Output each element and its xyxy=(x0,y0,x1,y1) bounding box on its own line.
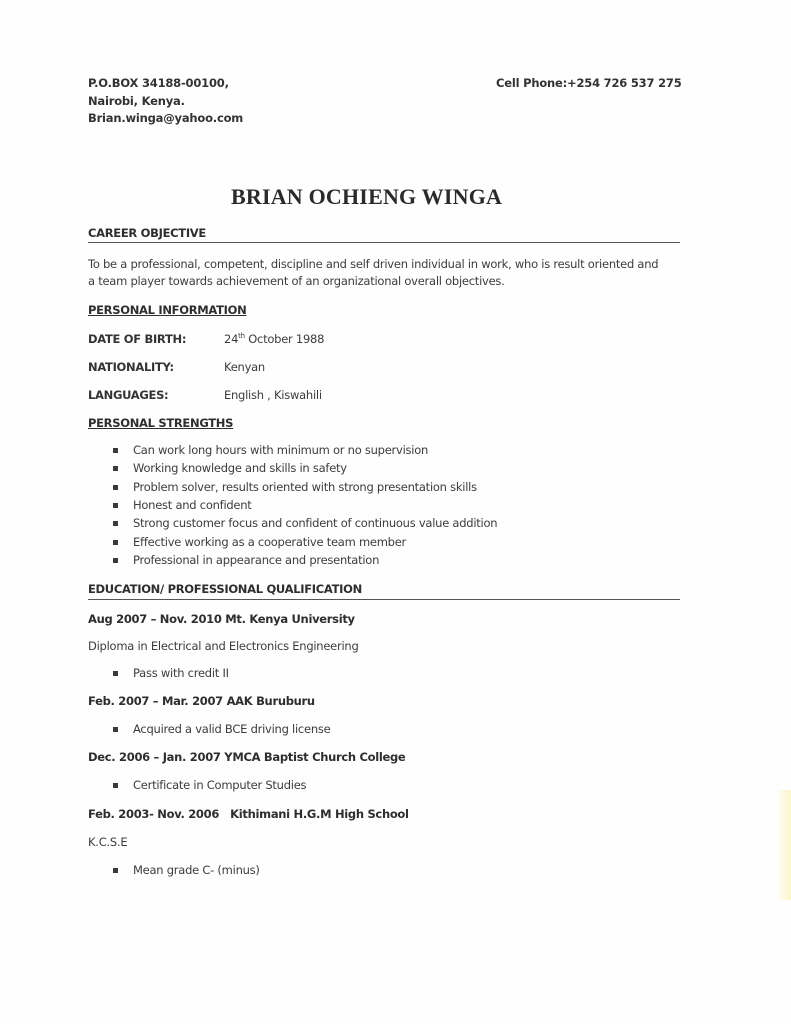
personal-strengths-heading: PERSONAL STRENGTHS xyxy=(88,416,234,430)
strength-item: Effective working as a cooperative team member xyxy=(133,535,407,549)
strength-item: Honest and confident xyxy=(133,498,252,512)
email: Brian.winga@yahoo.com xyxy=(88,111,244,125)
career-objective-line-2: a team player towards achievement of an organizational overall objectives. xyxy=(88,274,505,288)
dob-label: DATE OF BIRTH: xyxy=(88,332,187,346)
strength-item: Working knowledge and skills in safety xyxy=(133,461,347,475)
education-entry-bullet: Mean grade C- (minus) xyxy=(133,863,260,877)
education-entry-bullet: Certificate in Computer Studies xyxy=(133,778,307,792)
nationality-value: Kenyan xyxy=(224,360,265,374)
address-line-1: P.O.BOX 34188-00100, xyxy=(88,76,229,90)
education-heading: EDUCATION/ PROFESSIONAL QUALIFICATION xyxy=(88,582,362,596)
career-objective-line-1: To be a professional, competent, discipline and self driven individual in work, who is result oriented and xyxy=(88,257,659,271)
dob-day: 24 xyxy=(224,332,239,346)
bullet-icon xyxy=(113,727,118,732)
education-entry-title: Dec. 2006 – Jan. 2007 YMCA Baptist Church College xyxy=(88,750,406,764)
section-divider xyxy=(88,242,680,243)
strength-item: Problem solver, results oriented with strong presentation skills xyxy=(133,480,477,494)
strength-item: Professional in appearance and presentation xyxy=(133,553,380,567)
personal-information-heading: PERSONAL INFORMATION xyxy=(88,303,247,317)
nationality-label: NATIONALITY: xyxy=(88,360,174,374)
strength-item: Can work long hours with minimum or no supervision xyxy=(133,443,429,457)
bullet-icon xyxy=(113,558,118,563)
cell-phone: Cell Phone:+254 726 537 275 xyxy=(496,76,682,90)
education-entry-title: Aug 2007 – Nov. 2010 Mt. Kenya University xyxy=(88,612,355,626)
dob-rest: October 1988 xyxy=(244,332,325,346)
bullet-icon xyxy=(113,540,118,545)
bullet-icon xyxy=(113,466,118,471)
bullet-icon xyxy=(113,783,118,788)
bullet-icon xyxy=(113,503,118,508)
languages-value: English , Kiswahili xyxy=(224,388,322,402)
page-title: BRIAN OCHIENG WINGA xyxy=(231,184,503,209)
education-entry-title: Feb. 2003- Nov. 2006 Kithimani H.G.M High School xyxy=(88,807,409,821)
languages-label: LANGUAGES: xyxy=(88,388,169,402)
education-entry-bullet: Pass with credit II xyxy=(133,666,229,680)
bullet-icon xyxy=(113,521,118,526)
section-divider xyxy=(88,599,680,600)
education-entry-subtitle: K.C.S.E xyxy=(88,835,128,849)
paper-stain xyxy=(776,790,791,900)
strength-item: Strong customer focus and confident of continuous value addition xyxy=(133,516,498,530)
bullet-icon xyxy=(113,485,118,490)
bullet-icon xyxy=(113,448,118,453)
education-entry-bullet: Acquired a valid BCE driving license xyxy=(133,722,331,736)
dob-suffix: th xyxy=(238,332,245,340)
address-line-2: Nairobi, Kenya. xyxy=(88,94,185,108)
dob-value xyxy=(224,332,324,346)
bullet-icon xyxy=(113,671,118,676)
education-entry-title: Feb. 2007 – Mar. 2007 AAK Buruburu xyxy=(88,694,315,708)
career-objective-heading: CAREER OBJECTIVE xyxy=(88,226,206,240)
education-entry-subtitle: Diploma in Electrical and Electronics Engineering xyxy=(88,639,359,653)
bullet-icon xyxy=(113,868,118,873)
